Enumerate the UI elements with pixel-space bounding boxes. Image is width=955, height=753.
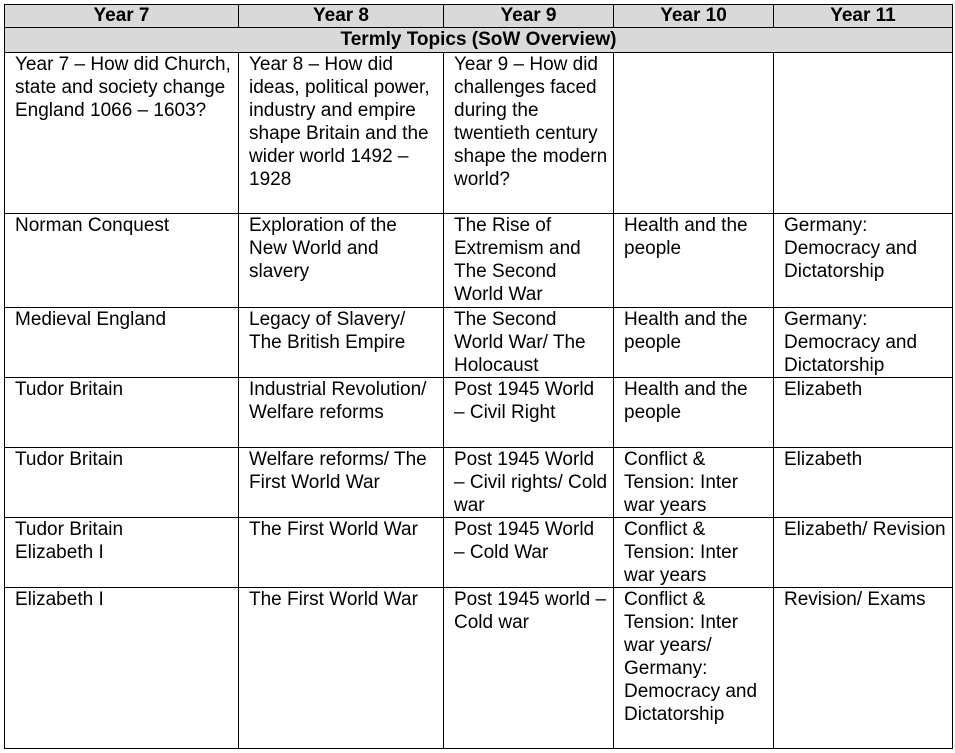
topic-cell-year-8 xyxy=(239,448,444,518)
cell-text: Revision/ Exams xyxy=(784,589,926,610)
topic-cell-year-9 xyxy=(444,378,614,448)
cell-text: Elizabeth xyxy=(784,449,863,470)
topic-cell-year-7 xyxy=(5,308,239,378)
cell-text: Post 1945 World – Cold War xyxy=(454,519,595,563)
cell-text: Norman Conquest xyxy=(15,215,170,236)
cell-text: Germany: Democracy and Dictatorship xyxy=(784,215,918,282)
cell-text: The First World War xyxy=(249,589,418,610)
topic-cell-year-7 xyxy=(5,588,239,749)
topic-cell-year-10 xyxy=(614,588,774,749)
cell-text: The Second World War/ The Holocaust xyxy=(454,309,586,376)
topic-cell-year-9 xyxy=(444,308,614,378)
topic-cell-year-8 xyxy=(239,308,444,378)
cell-text: The First World War xyxy=(249,519,418,540)
cell-text: Tudor Britain xyxy=(15,379,124,400)
overview-title-row xyxy=(5,28,953,53)
cell-text: The Rise of Extremism and The Second World War xyxy=(454,215,581,305)
cell-text: Industrial Revolution/ Welfare reforms xyxy=(249,379,427,423)
topic-row xyxy=(5,588,953,749)
topic-cell-year-10 xyxy=(614,518,774,588)
topic-cell-year-8 xyxy=(239,588,444,749)
topic-cell-year-9 xyxy=(444,214,614,308)
topic-cell-year-8 xyxy=(239,214,444,308)
topic-cell-year-10 xyxy=(614,448,774,518)
year-header-row xyxy=(5,5,953,28)
topic-cell-year-11 xyxy=(774,518,953,588)
topic-cell-year-7 xyxy=(5,214,239,308)
cell-text: Medieval England xyxy=(15,309,167,330)
cell-text: Welfare reforms/ The First World War xyxy=(249,449,427,493)
header-year-10: Year 10 xyxy=(614,5,774,28)
header-year-7: Year 7 xyxy=(5,5,239,28)
cell-text: Germany: Democracy and Dictatorship xyxy=(784,309,918,376)
cell-text: Legacy of Slavery/ The British Empire xyxy=(249,309,406,353)
topic-cell-year-11 xyxy=(774,308,953,378)
cell-text: Tudor Britain Elizabeth I xyxy=(15,519,124,563)
intro-cell-year-9 xyxy=(444,53,614,214)
topic-row xyxy=(5,518,953,588)
topic-cell-year-11 xyxy=(774,378,953,448)
topic-cell-year-8 xyxy=(239,518,444,588)
topic-cell-year-11 xyxy=(774,214,953,308)
cell-text: Health and the people xyxy=(624,379,748,423)
cell-text: Year 9 – How did challenges faced during the twentieth century shape the modern world? xyxy=(454,54,608,190)
cell-text: Tudor Britain xyxy=(15,449,124,470)
topic-cell-year-9 xyxy=(444,518,614,588)
topic-cell-year-11 xyxy=(774,448,953,518)
topic-cell-year-7 xyxy=(5,448,239,518)
topic-cell-year-7 xyxy=(5,378,239,448)
header-year-8: Year 8 xyxy=(239,5,444,28)
cell-text: Elizabeth xyxy=(784,379,863,400)
cell-text: Post 1945 World – Civil rights/ Cold war xyxy=(454,449,608,516)
topic-row xyxy=(5,378,953,448)
topic-cell-year-10 xyxy=(614,214,774,308)
topic-cell-year-8 xyxy=(239,378,444,448)
cell-text: Conflict & Tension: Inter war years xyxy=(624,449,739,516)
cell-text: Year 8 – How did ideas, political power, industry and empire shape Britain and the wider world 1492 – 1928 xyxy=(249,54,430,190)
header-year-11: Year 11 xyxy=(774,5,953,28)
cell-text: Health and the people xyxy=(624,309,748,353)
cell-text: Elizabeth I xyxy=(15,589,104,610)
topic-row xyxy=(5,308,953,378)
topic-cell-year-11 xyxy=(774,588,953,749)
topic-cell-year-9 xyxy=(444,448,614,518)
intro-cell-year-10 xyxy=(614,53,774,214)
topic-cell-year-7 xyxy=(5,518,239,588)
topic-cell-year-10 xyxy=(614,308,774,378)
header-year-9: Year 9 xyxy=(444,5,614,28)
cell-text: Exploration of the New World and slavery xyxy=(249,215,397,282)
cell-text: Elizabeth/ Revision xyxy=(784,519,946,540)
cell-text: Conflict & Tension: Inter war years/ Germany: Democracy and Dictatorship xyxy=(624,589,758,725)
cell-text: Post 1945 World – Civil Right xyxy=(454,379,595,423)
sow-overview-table xyxy=(4,4,953,749)
cell-text: Conflict & Tension: Inter war years xyxy=(624,519,739,586)
cell-text: Post 1945 world – Cold war xyxy=(454,589,607,633)
overview-title: Termly Topics (SoW Overview) xyxy=(5,28,953,53)
cell-text: Year 7 – How did Church, state and society change England 1066 – 1603? xyxy=(15,54,231,121)
topic-cell-year-9 xyxy=(444,588,614,749)
intro-cell-year-11 xyxy=(774,53,953,214)
topic-cell-year-10 xyxy=(614,378,774,448)
cell-text: Health and the people xyxy=(624,215,748,259)
topic-row xyxy=(5,214,953,308)
topic-row xyxy=(5,448,953,518)
intro-cell-year-8 xyxy=(239,53,444,214)
intro-cell-year-7 xyxy=(5,53,239,214)
intro-question-row xyxy=(5,53,953,214)
